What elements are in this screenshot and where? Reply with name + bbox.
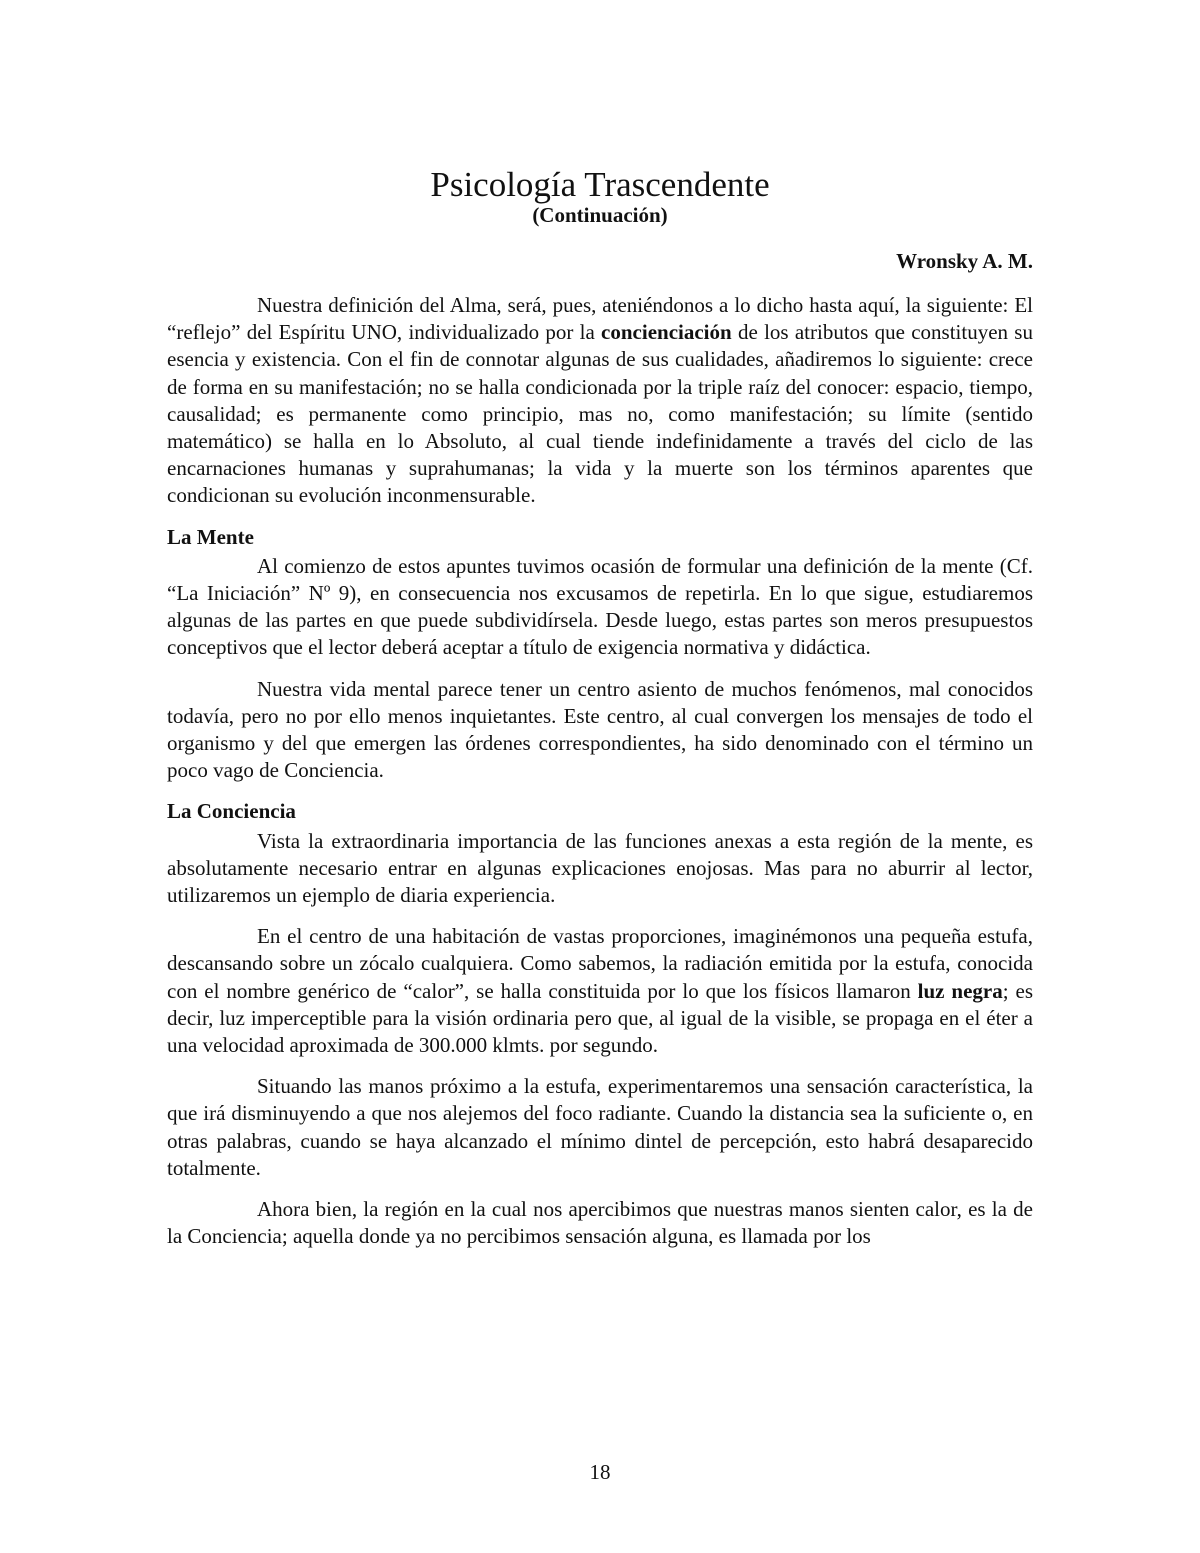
intro-paragraph-bold-term: concienciación <box>601 320 732 345</box>
conciencia-paragraph-4: Ahora bien, la región en la cual nos apercibimos que nuestras manos sienten calor, es la de la Conciencia; aquella donde ya no percibimos sensación alguna, es llamada por los <box>167 1197 1033 1249</box>
conciencia-paragraph-3: Situando las manos próximo a la estufa, experimentaremos una sensación característica, la que irá disminuyendo a que nos alejemos del foco radiante. Cuando la distancia sea la suficiente o, en otras palabras, cuando se haya alcanzado el mínimo dintel de percepción, esto habrá desaparecido totalmente. <box>167 1074 1033 1180</box>
conciencia-paragraph-2 <box>167 923 1033 1059</box>
intro-paragraph <box>167 292 1033 510</box>
author-name: Wronsky A. M. <box>896 249 1033 273</box>
intro-paragraph-text-a: Nuestra definición del Alma, será, pues, ateniéndonos a lo dicho hasta aquí, la siguiente: El “reflejo” del Espíritu UNO, individualizado por la <box>167 293 1033 345</box>
mente-paragraph-2: Nuestra vida mental parece tener un centro asiento de muchos fenómenos, mal conocidos todavía, pero no por ello menos inquietantes. Este centro, al cual convergen los mensajes de todo el organismo y del que emergen las órdenes correspondientes, ha sido denominado con el término un poco vago de Conciencia. <box>167 676 1033 783</box>
page-title: Psicología Trascendente <box>430 165 770 205</box>
section-heading-mente: La Mente <box>167 524 254 549</box>
section-heading-conciencia: La Conciencia <box>167 799 296 824</box>
conciencia-paragraph-2-bold-term: luz negra <box>917 978 1003 1003</box>
page-subtitle: (Continuación) <box>532 203 668 227</box>
page-number: 18 <box>589 1460 611 1484</box>
intro-paragraph-text-b: de los atributos que constituyen su esencia y existencia. Con el fin de connotar algunas de sus cualidades, añadiremos lo siguiente: crece de forma en su manifestación; no se halla condicionada por la triple raíz del conocer: espacio, tiempo, causalidad; es permanente como principio, mas no, como manifestación; su límite (sentido matemático) se halla en lo Absoluto, al cual tiende indefinidamente a través del ciclo de las encarnaciones humanas y suprahumanas; la vida y la muerte son los términos aparentes que condicionan su evolución inconmensurable. <box>167 320 1033 508</box>
conciencia-paragraph-2-text-b: ; es decir, luz imperceptible para la visión ordinaria pero que, al igual de la visible, se propaga en el éter a una velocidad aproximada de 300.000 klmts. por segundo. <box>167 978 1033 1058</box>
mente-paragraph-1: Al comienzo de estos apuntes tuvimos ocasión de formular una definición de la mente (Cf. “La Iniciación” Nº 9), en consecuencia nos excusamos de repetirla. En lo que sigue, estudiaremos algunas de las partes en que puede subdividírsela. Desde luego, estas partes son meros presupuestos conceptivos que el lector deberá aceptar a título de exigencia normativa y didáctica. <box>167 553 1033 660</box>
conciencia-paragraph-1: Vista la extraordinaria importancia de las funciones anexas a esta región de la mente, es absolutamente necesario entrar en algunas explicaciones enojosas. Mas para no aburrir al lector, utilizaremos un ejemplo de diaria experiencia. <box>167 828 1033 908</box>
article-body <box>167 292 1033 1265</box>
conciencia-paragraph-2-text-a: En el centro de una habitación de vastas proporciones, imaginémonos una pequeña estufa, descansando sobre un zócalo cualquiera. Como sabemos, la radiación emitida por la estufa, conocida con el nombre genérico de “calor”, se halla constituida por lo que los físicos llamaron <box>167 924 1033 1003</box>
